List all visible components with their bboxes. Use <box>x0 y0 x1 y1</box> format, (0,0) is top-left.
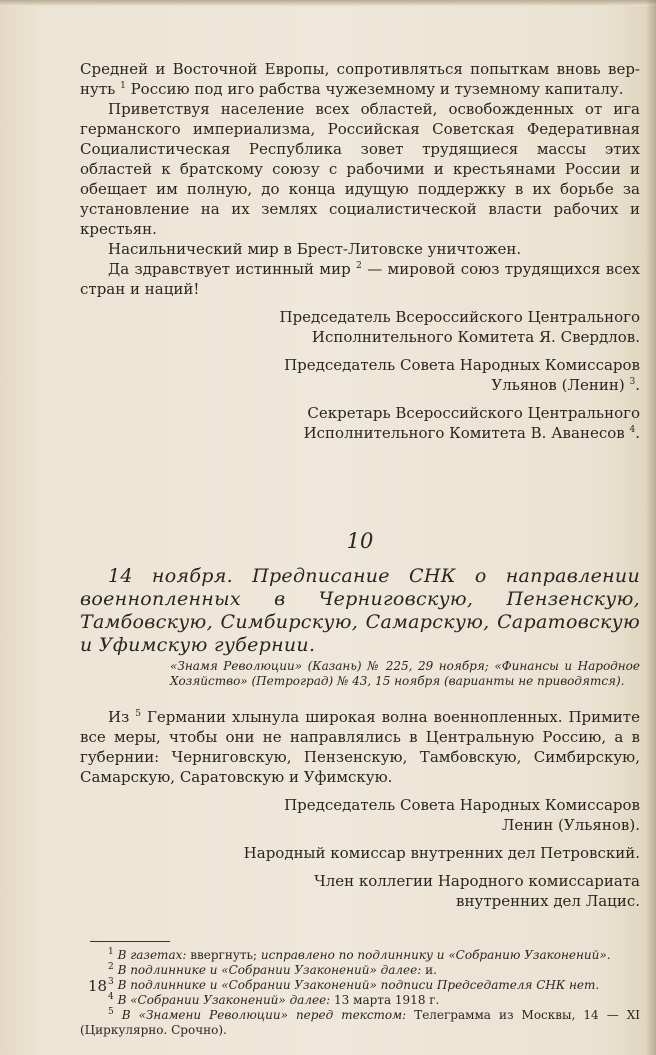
signature-line: Ленин (Ульянов). <box>501 816 640 834</box>
footnote-italic: В подлиннике и «Собрании Узаконений» подписи Председателя СНК нет. <box>117 978 600 992</box>
signature-line: внутренних дел Лацис. <box>456 892 640 910</box>
footnote-italic: В газетах: <box>117 948 187 962</box>
paragraph-4-rest: — мировой союз трудящихся всех стран и наций! <box>80 260 640 298</box>
footnote-1 <box>80 948 640 963</box>
signature-text: Исполнительного Комитета В. Аванесов <box>303 424 625 442</box>
footnote-italic: В подлиннике и «Собрании Узаконений» далее: <box>117 963 422 977</box>
paragraph-2: Приветствуя население всех областей, освобожденных от ига германского империализма, Российская Советская Федеративная Социалистическая Республика зовет трудящиеся массы этих областей к братскому союзу с рабочими и крестьянами России и обещает им полную, до конца идущую поддержку в их борьбе за установление на их землях социалистической власти рабочих и крестьян. <box>80 100 640 238</box>
footnote-2 <box>80 963 640 978</box>
footnote-text: и. <box>425 963 437 977</box>
signature-line: Член коллегии Народного комиссариата <box>314 872 640 890</box>
paragraph-1-rest: Россию под иго рабства чужеземному и туземному капиталу. <box>130 80 624 98</box>
page-number: 18 <box>88 977 108 995</box>
footnote-divider <box>90 941 170 942</box>
signature-line: Председатель Всероссийского Центрального <box>279 308 640 326</box>
document-number: 10 <box>346 529 374 553</box>
footnote-number: 4 <box>108 992 114 1002</box>
document-heading: 14 ноября. Предписание СНК о направлении военнопленных в Черниговскую, Пензенскую, Тамбовскую, Симбирскую, Самарскую, Саратовскую и Уфимскую губернии. <box>80 565 640 656</box>
signature-lenin-2 <box>80 795 640 835</box>
page-right-edge <box>646 0 656 1055</box>
signature-sverdlov <box>80 307 640 347</box>
footnote-ref-2: 2 <box>356 261 362 271</box>
document-body <box>80 707 640 787</box>
footnote-number: 5 <box>108 1007 114 1017</box>
footnote-3 <box>80 978 640 993</box>
document-body-start: Из <box>108 708 130 726</box>
footnote-ref-5: 5 <box>135 709 141 719</box>
signature-line: Ульянов (Ленин) $^3$. <box>491 376 640 394</box>
footnote-italic: В «Знамени Революции» перед текстом: <box>121 1008 407 1022</box>
signature-line: Председатель Совета Народных Комиссаров <box>284 796 640 814</box>
footnote-text: ввергнуть; <box>190 948 258 962</box>
signature-latsis <box>80 871 640 911</box>
footnote-ref-3: 3 <box>629 377 636 387</box>
footnote-text: 13 марта 1918 г. <box>334 993 440 1007</box>
signature-lenin <box>80 355 640 395</box>
paragraph-3: Насильнический мир в Брест-Литовске уничтожен. <box>108 240 522 258</box>
footnote-number: 1 <box>108 947 114 957</box>
signature-avanesov <box>80 403 640 443</box>
signature-line: Исполнительного Комитета В. Аванесов $^4$. <box>303 424 640 442</box>
footnote-number: 2 <box>108 962 114 972</box>
signature-petrovsky <box>80 843 640 863</box>
footnote-ref-1: 1 <box>120 81 126 91</box>
footnote-number: 3 <box>108 977 114 987</box>
signature-line: Исполнительного Комитета Я. Свердлов. <box>311 328 640 346</box>
document-source: «Знамя Революции» (Казань) № 225, 29 ноября; «Финансы и Народное Хозяйство» (Петроград) № 43, 15 ноября (варианты не приводятся). <box>170 659 640 688</box>
footnote-text: Телеграмма из Москвы, 14 — XI (Циркулярно. Срочно). <box>80 1008 640 1037</box>
page-top-shadow <box>0 0 656 6</box>
footnote-italic-2: исправлено по подлиннику и «Собранию Узаконений». <box>260 948 611 962</box>
footnote-ref-4: 4 <box>629 425 636 435</box>
footnote-5 <box>80 1008 640 1038</box>
footnote-italic: В «Собрании Узаконений» далее: <box>117 993 331 1007</box>
signature-text: Ульянов (Ленин) <box>491 376 625 394</box>
page-content <box>80 59 640 1038</box>
signature-line: Народный комиссар внутренних дел Петровский. <box>243 844 640 862</box>
paragraph-1 <box>80 59 640 99</box>
paragraph-1-text: Средней и Восточной Европы, сопротивляться попыткам вновь вер-нуть <box>80 60 640 98</box>
document-body-text: Германии хлынула широкая волна военнопленных. Примите все меры, чтобы они не направлялись в Центральную Россию, а в губернии: Черниговскую, Пензенскую, Тамбовскую, Симбирскую, Самарскую, Саратовскую и Уфимскую. <box>80 708 640 786</box>
paragraph-4-text: Да здравствует истинный мир <box>108 260 351 278</box>
signature-line: Секретарь Всероссийского Центрального <box>307 404 640 422</box>
paragraph-4 <box>80 259 640 299</box>
signature-line: Председатель Совета Народных Комиссаров <box>284 356 640 374</box>
footnote-4 <box>80 993 640 1008</box>
